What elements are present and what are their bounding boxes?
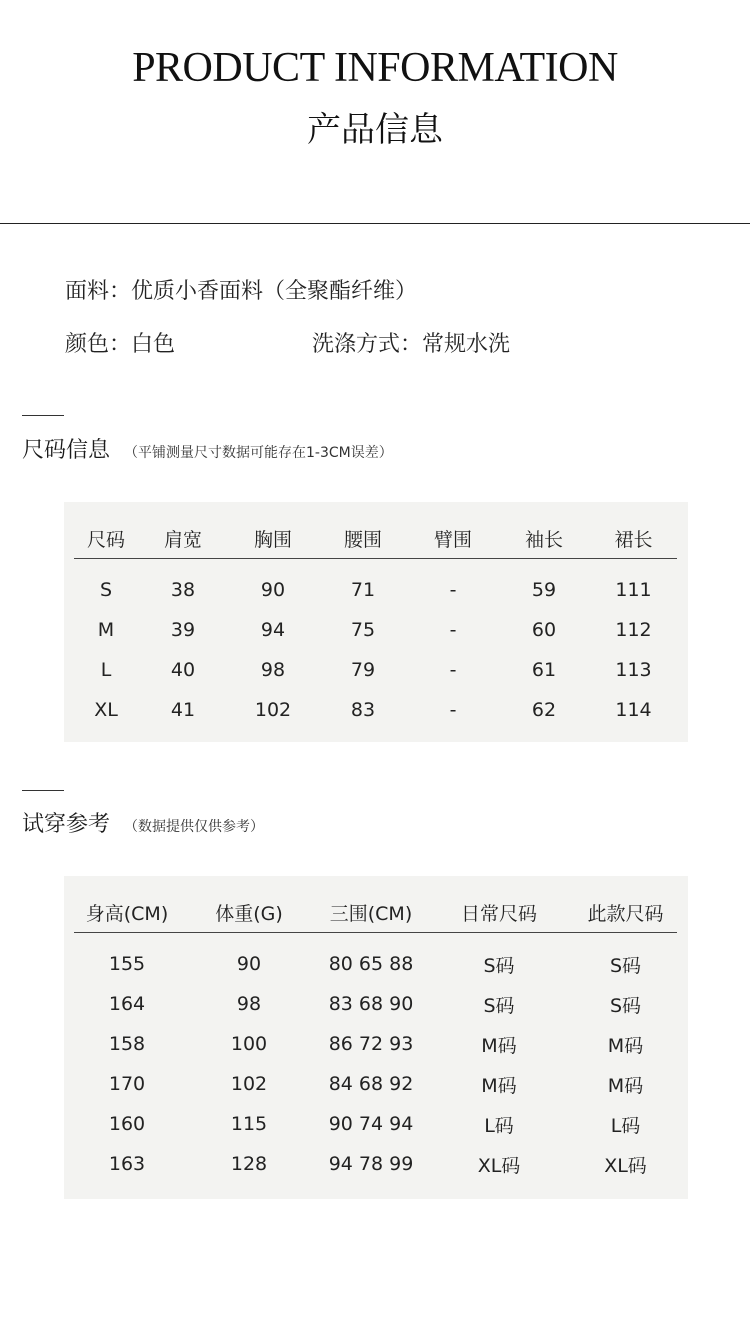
fit-section-heading [22, 810, 264, 842]
fit-section-rule [22, 790, 64, 791]
table-cell: - [449, 579, 457, 601]
table-cell: 90 [260, 579, 286, 601]
table-cell: 112 [615, 619, 652, 641]
table-cell: - [449, 619, 457, 641]
table-cell: S [99, 579, 113, 601]
table-cell: 38 [170, 579, 196, 601]
size-header-cell: 臂围 [433, 528, 472, 551]
table-cell: 111 [615, 579, 652, 601]
table-cell: 128 [230, 1153, 268, 1175]
table-cell: 102 [254, 699, 292, 721]
fit-header-cell: 日常尺码 [460, 902, 537, 925]
table-cell: 100 [230, 1033, 268, 1055]
fit-table-header-rule [74, 932, 677, 933]
table-cell: XL码 [477, 1154, 521, 1177]
table-cell: 98 [236, 993, 262, 1015]
table-row [74, 1024, 677, 1064]
fit-reference-table [64, 876, 688, 1199]
table-cell: 102 [230, 1073, 268, 1095]
table-cell: S码 [483, 954, 515, 977]
table-cell: XL [94, 699, 118, 721]
fit-header-cell: 此款尺码 [587, 902, 664, 925]
table-cell: M码 [481, 1074, 517, 1097]
table-row [74, 570, 677, 610]
table-cell: 113 [615, 659, 652, 681]
table-cell: 94 [260, 619, 286, 641]
fit-table-header [74, 892, 677, 932]
header-divider [0, 223, 750, 224]
table-cell: 170 [108, 1073, 146, 1095]
table-cell: 163 [108, 1153, 146, 1175]
table-cell: 160 [108, 1113, 146, 1135]
table-cell: 84 68 92 [328, 1073, 414, 1095]
table-cell: - [449, 659, 457, 681]
table-cell: 115 [230, 1113, 268, 1135]
size-table [64, 502, 688, 742]
table-row [74, 650, 677, 690]
table-cell: 59 [531, 579, 557, 601]
size-section-note: （平铺测量尺寸数据可能存在1-3CM误差） [124, 445, 393, 461]
size-header-cell: 尺码 [86, 528, 125, 551]
table-cell: - [449, 699, 457, 721]
size-table-header-rule [74, 558, 677, 559]
table-row [74, 610, 677, 650]
info-row-2 [65, 330, 511, 360]
table-cell: 79 [350, 659, 376, 681]
table-cell: 164 [108, 993, 146, 1015]
table-cell: 158 [108, 1033, 146, 1055]
table-row [74, 1144, 677, 1184]
table-cell: 40 [170, 659, 196, 681]
table-cell: 39 [170, 619, 196, 641]
table-cell: M [97, 619, 115, 641]
table-cell: S码 [483, 994, 515, 1017]
size-section-heading [22, 436, 393, 468]
size-header-cell: 腰围 [343, 528, 382, 551]
table-cell: 94 78 99 [328, 1153, 414, 1175]
table-cell: M码 [607, 1074, 644, 1097]
table-cell: 90 [236, 953, 262, 975]
size-header-cell: 胸围 [253, 528, 292, 551]
size-section-rule [22, 415, 64, 416]
table-cell: 80 65 88 [328, 953, 414, 975]
table-cell: M码 [607, 1034, 644, 1057]
page-title-cn: 产品信息 [307, 110, 443, 150]
size-header-cell: 袖长 [524, 528, 563, 551]
size-header-cell: 裙长 [614, 528, 653, 551]
table-row [74, 690, 677, 730]
table-cell: 71 [350, 579, 376, 601]
fit-header-cell: 三围(CM) [329, 902, 413, 925]
table-cell: L [100, 659, 112, 681]
table-row [74, 1064, 677, 1104]
table-cell: 60 [531, 619, 557, 641]
fit-section-title: 试穿参考 [22, 812, 111, 837]
table-cell: S码 [609, 994, 642, 1017]
table-cell: L码 [484, 1114, 514, 1137]
table-cell: 98 [260, 659, 286, 681]
table-cell: 75 [350, 619, 376, 641]
washing-info: 洗涤方式：常规水洗 [312, 332, 511, 357]
page-title-en: PRODUCT INFORMATION [132, 45, 618, 91]
fit-header-cell: 身高(CM) [85, 902, 169, 925]
fabric-info: 面料：优质小香面料（全聚酯纤维） [65, 279, 418, 304]
fit-header-cell: 体重(G) [215, 902, 283, 925]
size-section-title: 尺码信息 [22, 438, 111, 463]
table-cell: 41 [170, 699, 196, 721]
table-cell: 61 [531, 659, 557, 681]
size-header-cell: 肩宽 [163, 528, 202, 551]
table-row [74, 944, 677, 984]
size-table-header [74, 518, 677, 558]
table-cell: 90 74 94 [328, 1113, 414, 1135]
table-row [74, 984, 677, 1024]
fit-section-note: （数据提供仅供参考） [124, 819, 265, 835]
table-cell: 155 [108, 953, 146, 975]
table-cell: 83 [350, 699, 376, 721]
table-cell: 83 68 90 [328, 993, 414, 1015]
table-cell: 62 [531, 699, 557, 721]
table-cell: 86 72 93 [328, 1033, 414, 1055]
table-cell: XL码 [604, 1154, 647, 1177]
table-cell: L码 [610, 1114, 641, 1137]
table-cell: S码 [609, 954, 642, 977]
color-info: 颜色：白色 [65, 332, 176, 357]
table-row [74, 1104, 677, 1144]
table-cell: M码 [481, 1034, 517, 1057]
table-cell: 114 [615, 699, 652, 721]
